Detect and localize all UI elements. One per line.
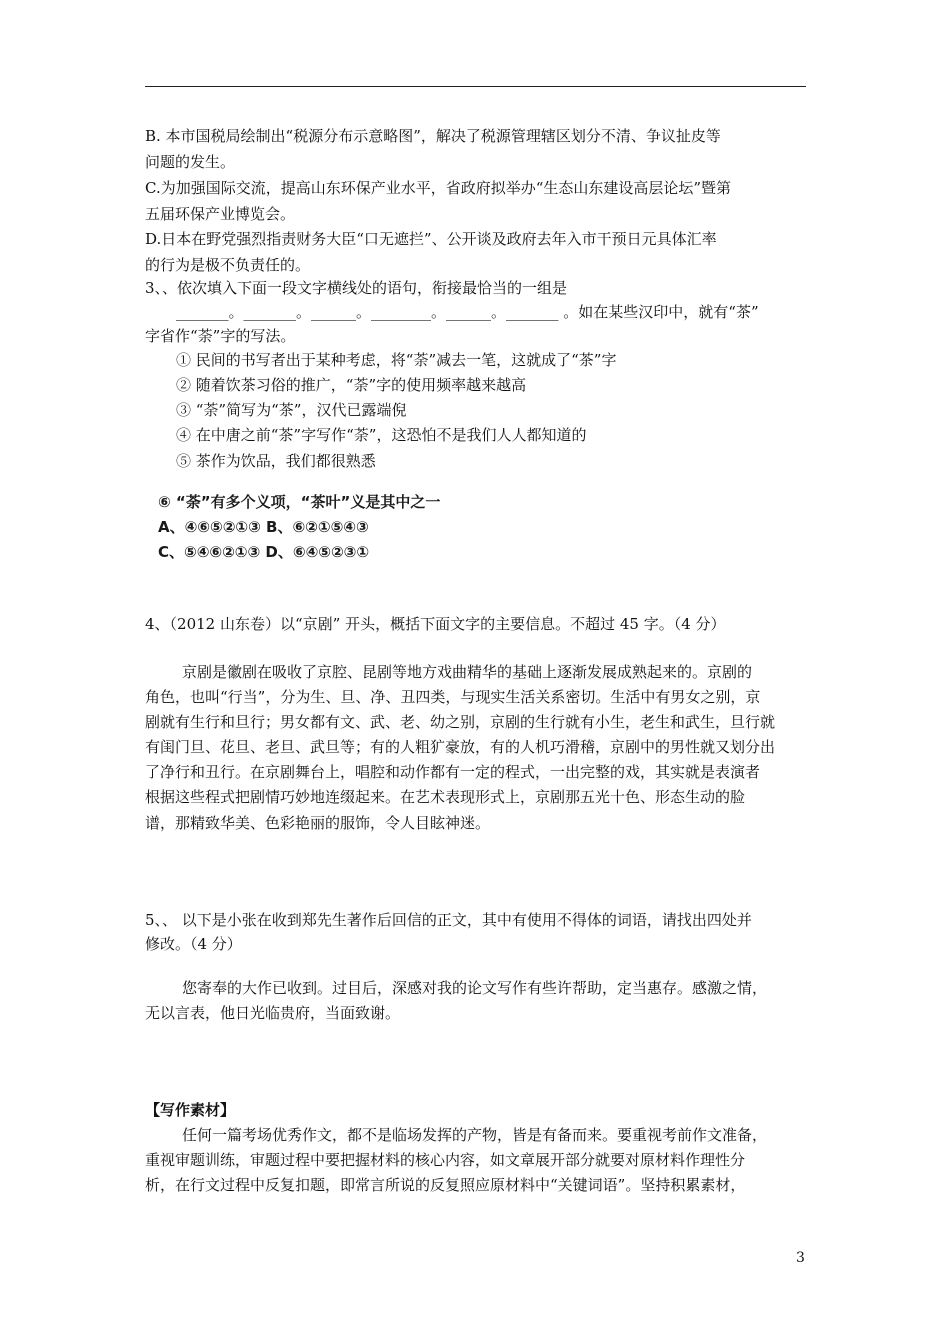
q4-title: 4、（2012 山东卷）以“京剧” 开头，概括下面文字的主要信息。不超过 45 字。（4 分）	[145, 615, 726, 633]
option-c-line2: 五届环保产业博览会。	[145, 205, 296, 223]
writing-line: 任何一篇考场优秀作文，都不是临场发挥的产物，皆是有备而来。要重视考前作文准备，	[182, 1126, 768, 1144]
q3-item-4: ④ 在中唐之前“茶”字写作“荼”，这恐怕不是我们人人都知道的	[176, 426, 587, 444]
q3-item-2: ② 随着饮茶习俗的推广，“荼”字的使用频率越来越高	[176, 376, 527, 394]
q3-title: 3、、依次填入下面一段文字横线处的语句，衔接最恰当的一组是	[145, 279, 568, 297]
q4-para-line: 剧就有生行和旦行；男女都有文、武、老、幼之别，京剧的生行就有小生，老生和武生，旦行就	[145, 713, 776, 731]
q4-para-line: 有闺门旦、花旦、老旦、武旦等；有的人粗犷豪放，有的人机巧滑稽，京剧中的男性就又划分出	[145, 738, 776, 756]
q3-item-3: ③ “荼”简写为“茶”，汉代已露端倪	[176, 401, 407, 419]
q4-para-line: 京剧是徽剧在吸收了京腔、昆剧等地方戏曲精华的基础上逐渐发展成熟起来的。京剧的	[182, 663, 753, 681]
writing-line: 重视审题训练，审题过程中要把握材料的核心内容，如文章展开部分就要对原材料作理性分	[145, 1151, 746, 1169]
q3-answers-cd: C、⑤④⑥②①③ D、⑥④⑤②③①	[158, 543, 370, 561]
option-b-line1: B. 本市国税局绘制出“税源分布示意略图”，解决了税源管理辖区划分不清、争议扯皮等	[145, 127, 721, 145]
header-rule	[145, 86, 806, 87]
q3-answers-ab: A、④⑥⑤②①③ B、⑥②①⑤④③	[158, 518, 369, 536]
option-d-line2: 的行为是极不负责任的。	[145, 256, 311, 274]
page-number: 3	[796, 1250, 805, 1266]
q5-title-line2: 修改。（4 分）	[145, 935, 242, 953]
option-d-line1: D.日本在野党强烈指责财务大臣“口无遮拦”、公开谈及政府去年入市干预日元具体汇率	[145, 230, 717, 248]
q4-para-line: 根据这些程式把剧情巧妙地连缀起来。在艺术表现形式上，京剧那五光十色、形态生动的脸	[145, 788, 746, 806]
option-b-line2: 问题的发生。	[145, 153, 236, 171]
q3-item-1: ① 民间的书写者出于某种考虑，将“荼”减去一笔，这就成了“茶”字	[176, 351, 617, 369]
q3-blank-line: _______。_______。______。________。______。_______ 。如在某些汉印中，就有“茶”	[176, 303, 759, 321]
writing-line: 析，在行文过程中反复扣题，即常言所说的反复照应原材料中“关键词语”。坚持积累素材，	[145, 1176, 746, 1194]
q4-para-line: 了净行和丑行。在京剧舞台上，唱腔和动作都有一定的程式，一出完整的戏，其实就是表演者	[145, 763, 761, 781]
q3-line2: 字省作“荼”字的写法。	[145, 327, 296, 345]
q3-item-5: ⑤ 茶作为饮品，我们都很熟悉	[176, 452, 376, 470]
q4-para-line: 谱，那精致华美、色彩艳丽的服饰，令人目眩神迷。	[145, 814, 491, 832]
q5-title-line1: 5、、 以下是小张在收到郑先生著作后回信的正文，其中有使用不得体的词语，请找出四处并	[145, 911, 752, 929]
q5-body-line1: 您寄奉的大作已收到。过目后，深感对我的论文写作有些许帮助，定当惠存。感激之情，	[182, 979, 768, 997]
option-c-line1: C.为加强国际交流，提高山东环保产业水平，省政府拟举办“生态山东建设高层论坛”暨第	[145, 179, 732, 197]
writing-heading: 【写作素材】	[145, 1101, 236, 1119]
q5-body-line2: 无以言表，他日光临贵府，当面致谢。	[145, 1004, 401, 1022]
q4-para-line: 角色，也叫“行当”，分为生、旦、净、丑四类，与现实生活关系密切。生活中有男女之别，京	[145, 688, 761, 706]
q3-item-6: ⑥ “荼”有多个义项，“茶叶”义是其中之一	[158, 493, 441, 511]
